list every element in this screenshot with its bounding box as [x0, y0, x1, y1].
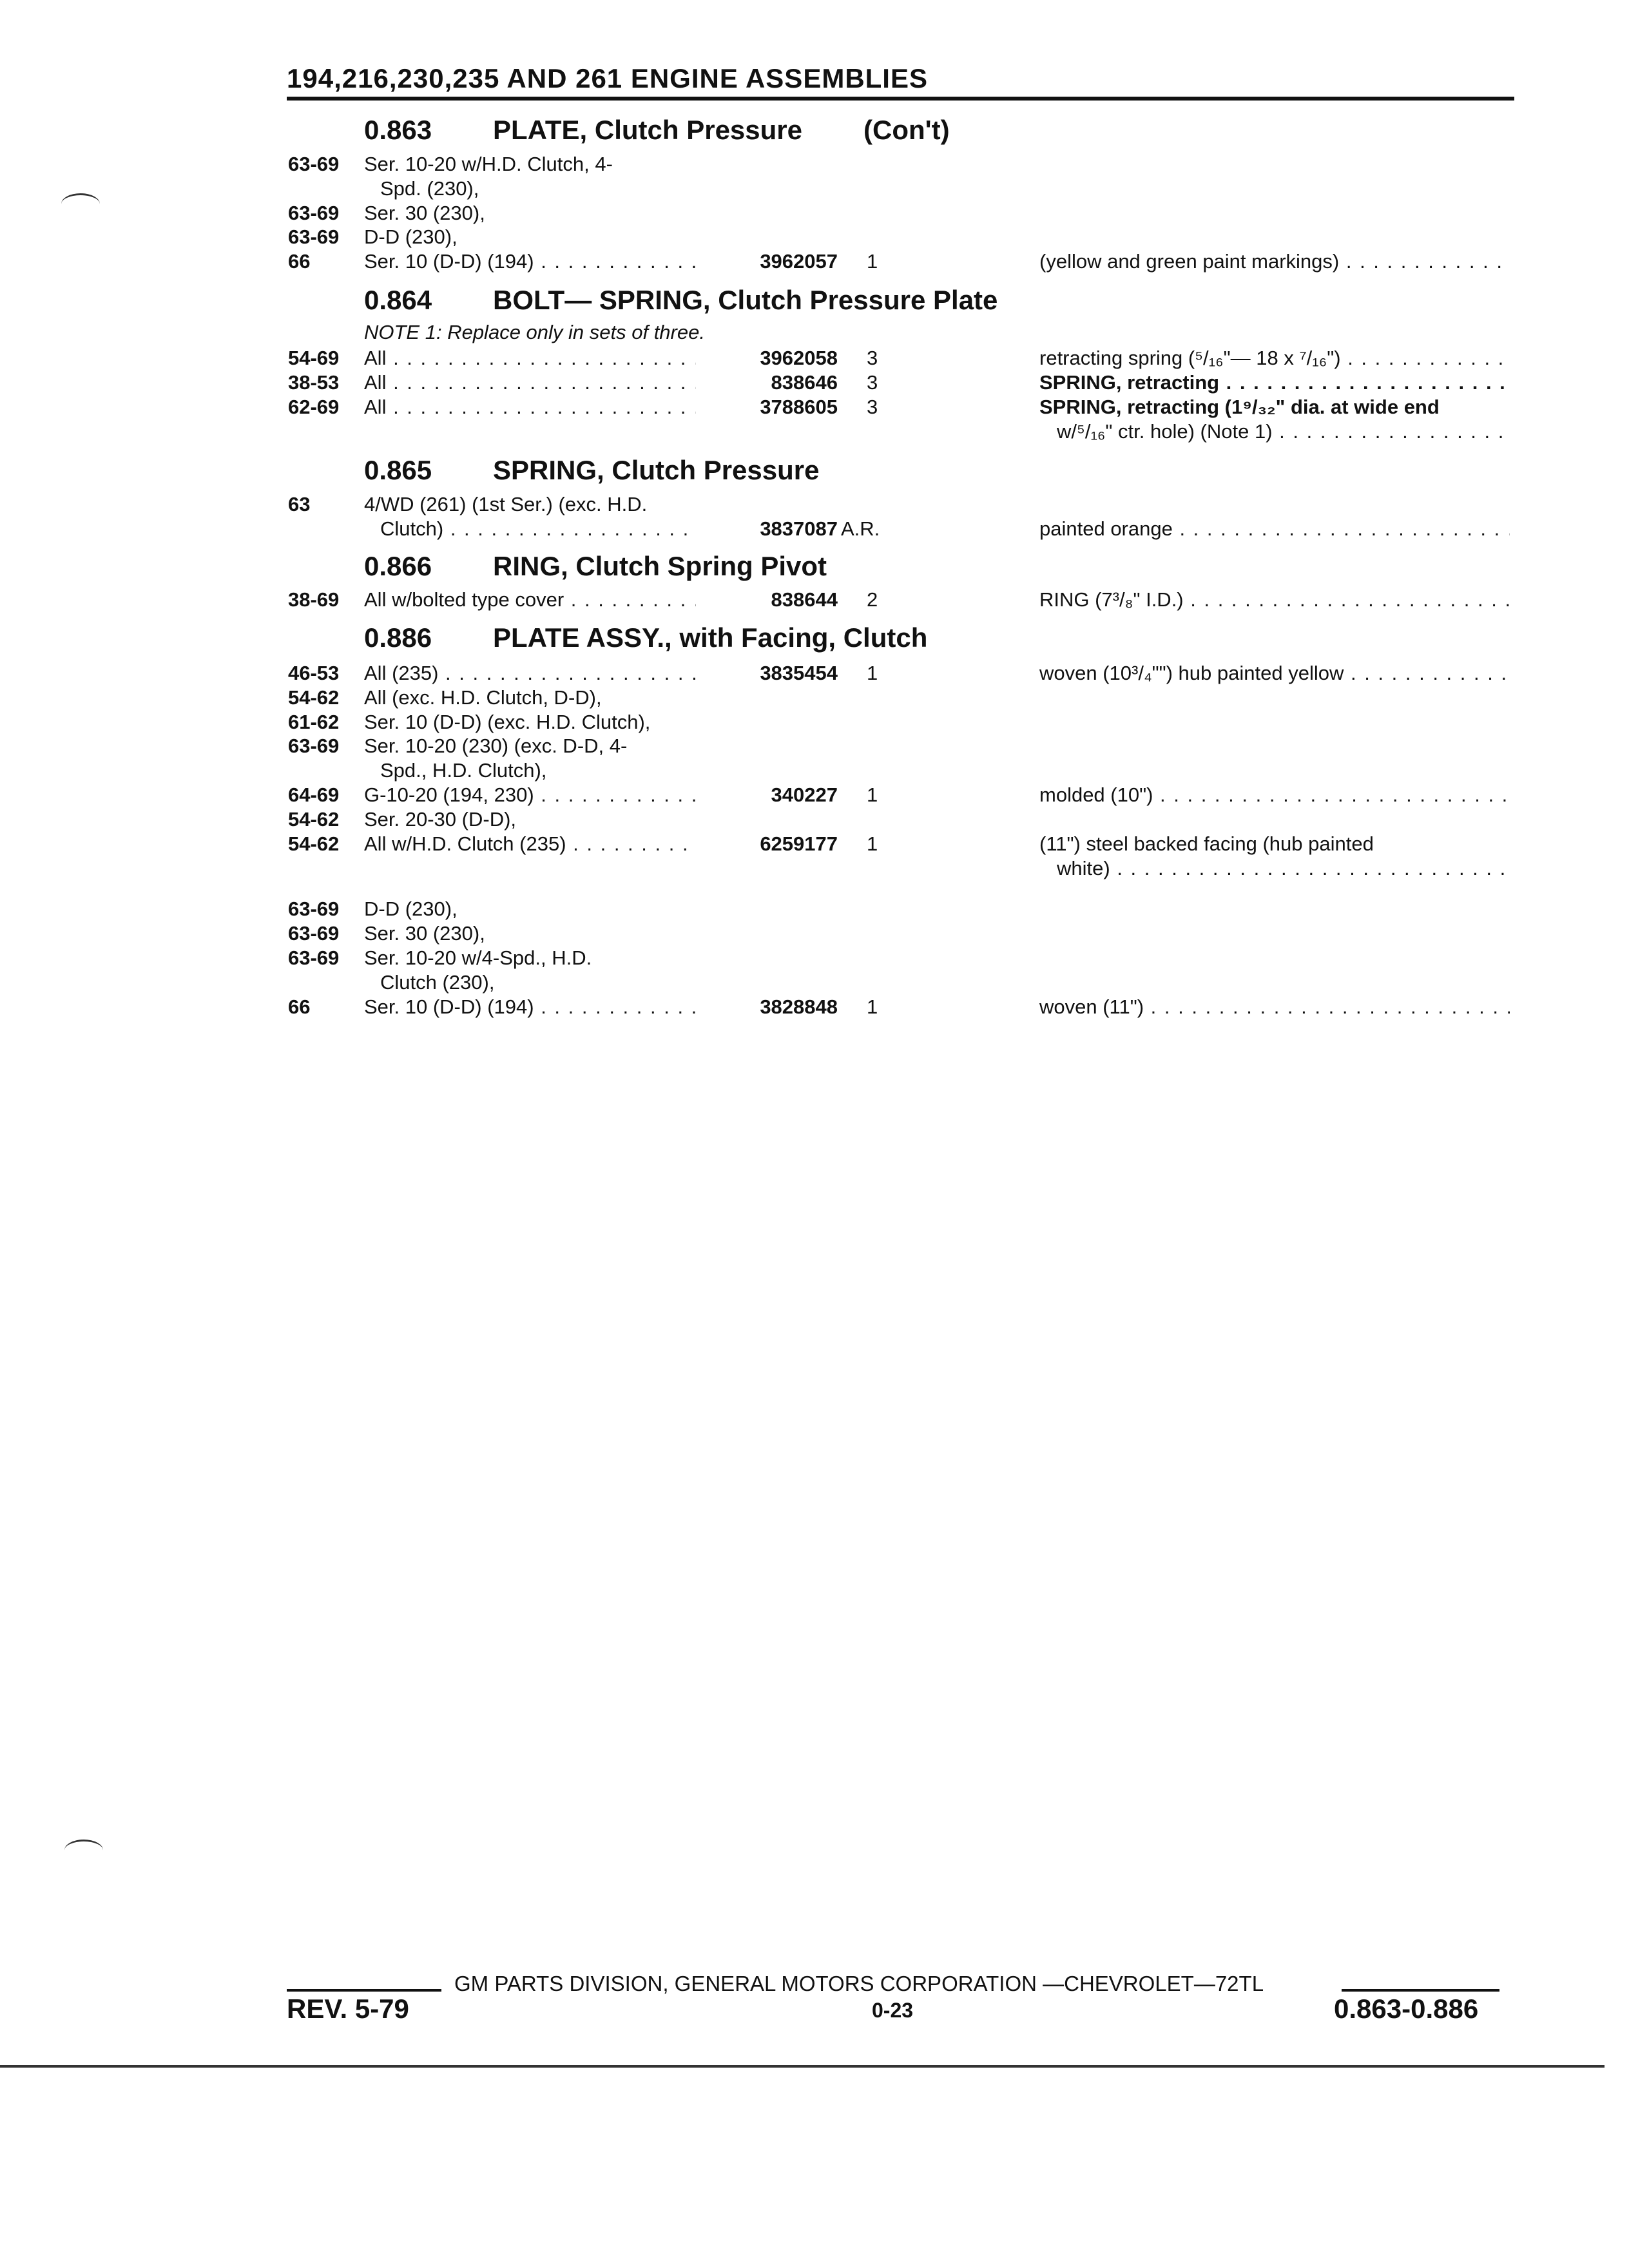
footer-rule — [287, 1989, 441, 1992]
row-quantity: 3 — [867, 371, 878, 394]
row-description: woven (10³/₄"") hub painted yellow . . . — [1039, 662, 1510, 685]
row-quantity: 1 — [867, 662, 878, 684]
row-part-number: 838646 — [696, 371, 838, 394]
row-years: 63-69 — [288, 922, 340, 945]
row-application: Ser. 20-30 (D-D), — [364, 808, 517, 831]
section-number: 0.866 — [364, 551, 432, 581]
row-description: (yellow and green paint markings) . . . — [1039, 250, 1510, 273]
row-quantity: 3 — [867, 396, 878, 418]
row-quantity: 3 — [867, 347, 878, 369]
row-description: white) . . . — [1057, 857, 1510, 880]
table-row — [0, 371, 1629, 397]
table-row — [0, 686, 1629, 712]
footer-publisher: GM PARTS DIVISION, GENERAL MOTORS CORPORATION —CHEVROLET—72TL — [454, 1972, 1264, 1995]
table-row — [0, 177, 1629, 203]
row-quantity: 1 — [867, 995, 878, 1018]
row-application: Clutch (230), — [380, 971, 495, 994]
row-quantity: 1 — [867, 832, 878, 855]
footer-revision: REV. 5-79 — [287, 1994, 409, 2024]
table-row — [0, 711, 1629, 736]
row-years: 63 — [288, 493, 311, 515]
row-application: Ser. 30 (230), — [364, 202, 485, 224]
table-row — [0, 857, 1629, 883]
header-rule — [287, 97, 1514, 101]
row-years: 54-62 — [288, 686, 340, 709]
row-years: 63-69 — [288, 947, 340, 969]
row-years: 54-69 — [288, 347, 340, 369]
table-row — [0, 759, 1629, 785]
row-description: molded (10") . . . — [1039, 783, 1510, 807]
table-row — [0, 947, 1629, 972]
page-header-title: 194,216,230,235 AND 261 ENGINE ASSEMBLIES — [287, 63, 929, 93]
section-continued: (Con't) — [863, 115, 950, 145]
table-row — [0, 662, 1629, 687]
row-part-number: 3837087 — [696, 517, 838, 541]
row-quantity: 1 — [867, 783, 878, 806]
bottom-rule — [0, 2065, 1605, 2068]
row-years: 38-53 — [288, 371, 340, 394]
section-number: 0.865 — [364, 455, 432, 485]
row-application: Spd., H.D. Clutch), — [380, 759, 547, 782]
row-description: SPRING, retracting (1⁹/₃₂" dia. at wide end — [1039, 396, 1440, 418]
row-years: 63-69 — [288, 202, 340, 224]
row-part-number: 6259177 — [696, 832, 838, 856]
row-part-number: 3962057 — [696, 250, 838, 273]
section-number: 0.886 — [364, 622, 432, 653]
row-application: Clutch) . . . — [380, 517, 712, 541]
row-application: All . . . — [364, 396, 712, 419]
row-application: Ser. 10 (D-D) (194) . . . — [364, 995, 712, 1019]
row-years: 64-69 — [288, 783, 340, 806]
table-row — [0, 922, 1629, 948]
section-note: NOTE 1: Replace only in sets of three. — [364, 321, 705, 343]
section-title: RING, Clutch Spring Pivot — [493, 551, 827, 581]
row-application: Spd. (230), — [380, 177, 479, 200]
row-application: All (exc. H.D. Clutch, D-D), — [364, 686, 602, 709]
row-description: (11") steel backed facing (hub painted — [1039, 832, 1374, 855]
row-years: 66 — [288, 995, 311, 1018]
footer-page-number: 0-23 — [872, 1999, 914, 2022]
row-description: RING (7³/₈" I.D.) . . . — [1039, 588, 1510, 611]
table-row — [0, 347, 1629, 372]
table-row — [0, 735, 1629, 760]
table-row — [0, 202, 1629, 227]
table-row — [0, 898, 1629, 923]
table-row — [0, 493, 1629, 519]
row-years: 54-62 — [288, 808, 340, 831]
table-row — [0, 783, 1629, 809]
row-years: 46-53 — [288, 662, 340, 684]
row-years: 54-62 — [288, 832, 340, 855]
table-row — [0, 517, 1629, 543]
row-description: woven (11") . . . — [1039, 995, 1510, 1019]
row-application: All . . . — [364, 371, 712, 394]
section-number: 0.863 — [364, 115, 432, 145]
row-years: 63-69 — [288, 898, 340, 920]
table-row — [0, 995, 1629, 1021]
table-row — [0, 832, 1629, 858]
table-row — [0, 588, 1629, 614]
table-row — [0, 153, 1629, 178]
row-years: 63-69 — [288, 153, 340, 175]
row-description: w/⁵/₁₆" ctr. hole) (Note 1) . . . — [1057, 420, 1510, 443]
row-part-number: 340227 — [696, 783, 838, 807]
row-application: All (235) . . . — [364, 662, 712, 685]
row-description: SPRING, retracting . . . — [1039, 371, 1510, 394]
row-part-number: 3835454 — [696, 662, 838, 685]
row-application: Ser. 10-20 (230) (exc. D-D, 4- — [364, 735, 628, 757]
table-row — [0, 250, 1629, 276]
row-part-number: 3828848 — [696, 995, 838, 1019]
row-years: 38-69 — [288, 588, 340, 611]
row-years: 61-62 — [288, 711, 340, 733]
row-quantity: 2 — [867, 588, 878, 611]
row-description: retracting spring (⁵/₁₆"— 18 x ⁷/₁₆") . . . — [1039, 347, 1510, 370]
table-row — [0, 971, 1629, 997]
row-quantity: 1 — [867, 250, 878, 273]
row-application: D-D (230), — [364, 898, 458, 920]
row-application: D-D (230), — [364, 226, 458, 248]
row-part-number: 838644 — [696, 588, 838, 611]
row-application: Ser. 10 (D-D) (exc. H.D. Clutch), — [364, 711, 651, 733]
row-application: All w/H.D. Clutch (235) . . . — [364, 832, 712, 856]
row-quantity: A.R. — [841, 517, 880, 540]
section-number: 0.864 — [364, 285, 432, 315]
binder-mark — [61, 193, 100, 215]
row-years: 66 — [288, 250, 311, 273]
table-row — [0, 226, 1629, 251]
row-part-number: 3788605 — [696, 396, 838, 419]
row-years: 62-69 — [288, 396, 340, 418]
table-row — [0, 808, 1629, 834]
row-years: 63-69 — [288, 226, 340, 248]
row-part-number: 3962058 — [696, 347, 838, 370]
row-application: Ser. 30 (230), — [364, 922, 485, 945]
footer-group-range: 0.863-0.886 — [1334, 1994, 1479, 2024]
section-title: PLATE, Clutch Pressure — [493, 115, 803, 145]
table-row — [0, 396, 1629, 421]
binder-mark — [64, 1840, 103, 1861]
row-application: All w/bolted type cover . . . — [364, 588, 712, 611]
row-application: Ser. 10-20 w/H.D. Clutch, 4- — [364, 153, 613, 175]
section-title: BOLT— SPRING, Clutch Pressure Plate — [493, 285, 998, 315]
row-application: G-10-20 (194, 230) . . . — [364, 783, 712, 807]
row-years: 63-69 — [288, 735, 340, 757]
section-title: PLATE ASSY., with Facing, Clutch — [493, 622, 928, 653]
row-application: 4/WD (261) (1st Ser.) (exc. H.D. — [364, 493, 648, 515]
row-application: All . . . — [364, 347, 712, 370]
row-application: Ser. 10-20 w/4-Spd., H.D. — [364, 947, 592, 969]
row-application: Ser. 10 (D-D) (194) . . . — [364, 250, 712, 273]
section-title: SPRING, Clutch Pressure — [493, 455, 820, 485]
table-row — [0, 420, 1629, 446]
footer-rule — [1342, 1989, 1499, 1992]
row-description: painted orange . . . — [1039, 517, 1510, 541]
